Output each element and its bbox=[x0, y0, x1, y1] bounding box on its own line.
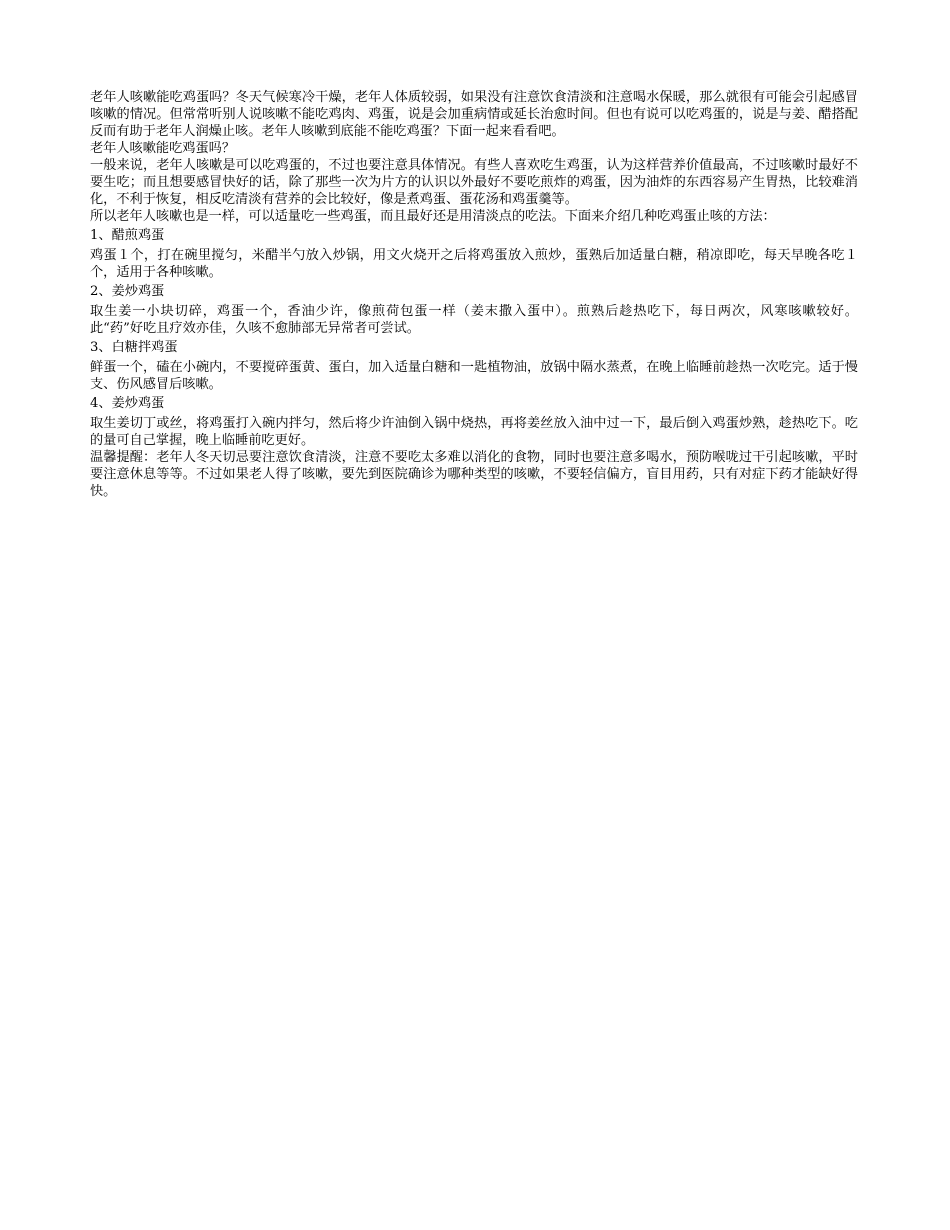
answer-paragraph: 一般来说，老年人咳嗽是可以吃鸡蛋的，不过也要注意具体情况。有些人喜欢吃生鸡蛋，认为这样营养价值最高，不过咳嗽时最好不要生吃；而且想要感冒快好的话，除了那些一次为片方的认识以外最好不要吃煎炸的鸡蛋，因为油炸的东西容易产生胃热，比较难消化，不利于恢复，相反吃清淡有营养的会比较好，像是煮鸡蛋、蛋花汤和鸡蛋羹等。 bbox=[90, 158, 858, 207]
recipe-2-body: 取生姜一小块切碎，鸡蛋一个，香油少许，像煎荷包蛋一样（姜末撒入蛋中）。煎熟后趁热吃下，每日两次，风寒咳嗽较好。此“药”好吃且疗效亦佳，久咳不愈肺部无异常者可尝试。 bbox=[90, 304, 858, 336]
recipe-1-body: 鸡蛋１个，打在碗里搅匀，米醋半勺放入炒锅，用文火烧开之后将鸡蛋放入煎炒，蛋熟后加适量白糖，稍凉即吃，每天早晚各吃１个，适用于各种咳嗽。 bbox=[90, 248, 858, 280]
tip-paragraph: 温馨提醒：老年人冬天切忌要注意饮食清淡，注意不要吃太多难以消化的食物，同时也要注意多喝水，预防喉咙过干引起咳嗽，平时要注意休息等等。不过如果老人得了咳嗽，要先到医院确诊为哪种类型的咳嗽，不要轻信偏方，盲目用药，只有对症下药才能缺好得快。 bbox=[90, 450, 858, 499]
intro-paragraph: 老年人咳嗽能吃鸡蛋吗？冬天气候寒冷干燥，老年人体质较弱，如果没有注意饮食清淡和注意喝水保暖，那么就很有可能会引起感冒咳嗽的情况。但常常听别人说咳嗽不能吃鸡肉、鸡蛋，说是会加重病情或延长治愈时间。但也有说可以吃鸡蛋的，说是与姜、醋搭配反而有助于老年人润燥止咳。老年人咳嗽到底能不能吃鸡蛋？下面一起来看看吧。 bbox=[90, 90, 858, 139]
article-body bbox=[90, 89, 858, 500]
methods-lead-paragraph: 所以老年人咳嗽也是一样，可以适量吃一些鸡蛋，而且最好还是用清淡点的吃法。下面来介绍几种吃鸡蛋止咳的方法： bbox=[90, 209, 776, 224]
recipe-1-title: 1、醋煎鸡蛋 bbox=[90, 228, 165, 243]
recipe-4-body: 取生姜切丁或丝，将鸡蛋打入碗内拌匀，然后将少许油倒入锅中烧热，再将姜丝放入油中过一下，最后倒入鸡蛋炒熟，趁热吃下。吃的量可自己掌握，晚上临睡前吃更好。 bbox=[90, 416, 858, 448]
recipe-4-title: 4、姜炒鸡蛋 bbox=[90, 396, 165, 411]
recipe-2-title: 2、姜炒鸡蛋 bbox=[90, 284, 165, 299]
recipe-3-body: 鲜蛋一个，磕在小碗内，不要搅碎蛋黄、蛋白，加入适量白糖和一匙植物油，放锅中隔水蒸煮，在晚上临睡前趁热一次吃完。适于慢支、伤风感冒后咳嗽。 bbox=[90, 360, 858, 392]
recipe-3-title: 3、白糖拌鸡蛋 bbox=[90, 340, 178, 355]
question-heading: 老年人咳嗽能吃鸡蛋吗？ bbox=[90, 141, 236, 156]
